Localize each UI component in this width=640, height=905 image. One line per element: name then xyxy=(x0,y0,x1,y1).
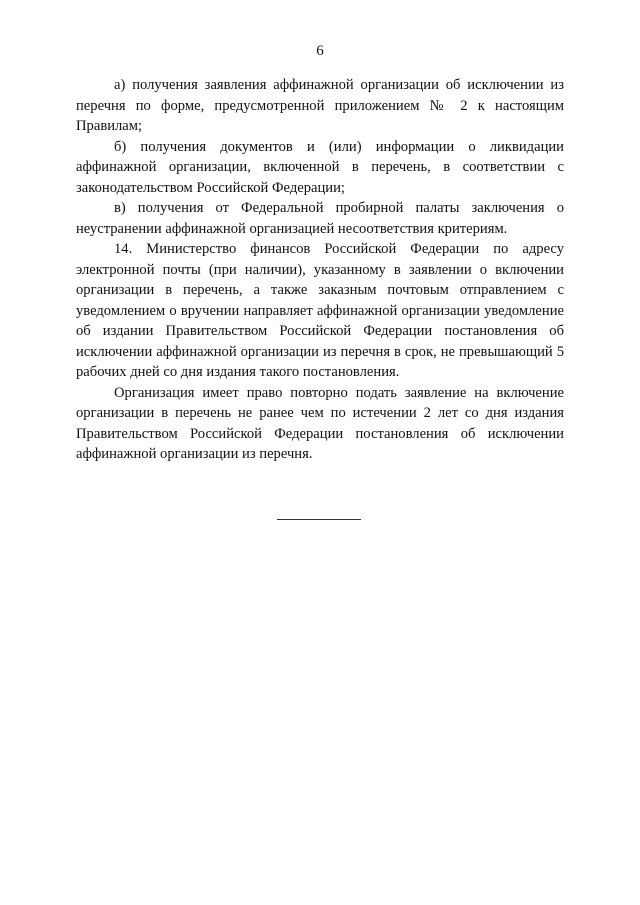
paragraph-item-b: б) получения документов и (или) информации о ликвидации аффинажной организации, включенной в перечень, в соответствии с законодательством Российской Федерации; xyxy=(76,138,564,196)
page-number: 6 xyxy=(316,43,324,59)
document-body xyxy=(76,75,564,465)
paragraph-item-a: а) получения заявления аффинажной организации об исключении из перечня по форме, предусмотренной приложением № 2 к настоящим Правилам; xyxy=(76,77,564,134)
paragraph-item-v: в) получения от Федеральной пробирной палаты заключения о неустранении аффинажной организацией несоответствия критериям. xyxy=(76,200,564,237)
paragraph-reapplication: Организация имеет право повторно подать заявление на включение организации в перечень не ранее чем по истечении 2 лет со дня издания Правительством Российской Федерации постановления об исключении аффинажной организации из перечня. xyxy=(76,384,564,462)
end-separator-line xyxy=(277,519,361,520)
paragraph-clause-14: 14. Министерство финансов Российской Федерации по адресу электронной почты (при наличии), указанному в заявлении о включении организации в перечень, а также заказным почтовым отправлением с уведомлением о вручении направляет аффинажной организации уведомление об издании Правительством Российской Федерации постановления об исключении аффинажной организации из перечня в срок, не превышающий 5 рабочих дней со дня издания такого постановления. xyxy=(76,241,564,380)
